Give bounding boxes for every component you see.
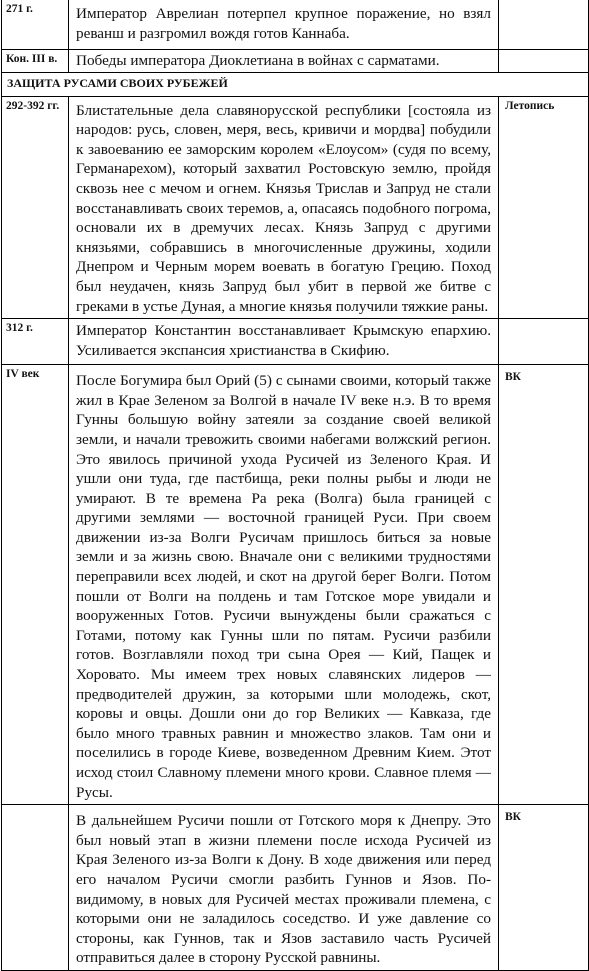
source-cell [499, 0, 589, 50]
event-cell: Император Аврелиан потерпел крупное поражение, но взял реванш и разгромил вождя готов Каннаба. [69, 0, 499, 50]
chronology-table [1, 0, 589, 971]
table-row [2, 319, 589, 365]
source-cell [499, 319, 589, 365]
table-row [2, 365, 589, 805]
source-cell: Летопись [499, 96, 589, 319]
date-cell: Кон. III в. [2, 50, 69, 73]
table-row [2, 805, 589, 971]
event-cell: Император Константин восстанавливает Крымскую епархию. Усиливается экспансия христианства в Скифию. [69, 319, 499, 365]
table-row [2, 50, 589, 73]
event-cell: В дальнейшем Русичи пошли от Готского моря к Днепру. Это был новый этап в жизни племени после исхода Русичей из Края Зеленого из-за Волги к Дону. В ходе движения или перед его началом Русичи смогли разбить Гуннов и Язов. По-видимому, в новых для Русичей местах проживали племена, с которыми они не заладилось соседство. И уже давление со стороны, как Гуннов, так и Язов заставило часть Русичей отправиться далее в сторону Русской равнины. [69, 805, 499, 971]
event-cell: Блистательные дела славянорусской республики [состояла из народов: русь, словен, меря, весь, кривичи и мордва] побудили к завоеванию ее заморским королем «Елоусом» (судя по всему, Германарехом), который захватил Ростовскую землю, пройдя сквозь нее с мечом и огнем. Князья Трислав и Запруд не стали восстанавливать своих теремов, а, опасаясь подобного погрома, основали их в дремучих лесах. Князь Запруд с другими князьями, собравшись в многочисленные дружины, ходили Днепром и Черным морем воевать в богатую Грецию. Поход был неудачен, князь Запруд был убит в первой же битве с греками в устье Дуная, а многие князья получили тяжкие раны. [69, 96, 499, 319]
source-cell [499, 50, 589, 73]
section-row [2, 72, 589, 96]
section-heading: ЗАЩИТА РУСАМИ СВОИХ РУБЕЖЕЙ [2, 72, 589, 96]
table-row [2, 0, 589, 50]
date-cell: 271 г. [2, 0, 69, 50]
date-cell [2, 805, 69, 971]
source-cell: ВК [499, 365, 589, 805]
table-row [2, 96, 589, 319]
date-cell: IV век [2, 365, 69, 805]
event-cell: Победы императора Диоклетиана в войнах с сарматами. [69, 50, 499, 73]
date-cell: 312 г. [2, 319, 69, 365]
date-cell: 292-392 гг. [2, 96, 69, 319]
source-cell: ВК [499, 805, 589, 971]
event-cell: После Богумира был Орий (5) с сынами своими, который также жил в Крае Зеленом за Волгой в начале IV веке н.э. В то время Гунны большую войну затеяли за создание своей великой земли, и начали тревожить своими набегами волжский регион. Это явилось причиной ухода Русичей из Зеленого Края. И ушли они туда, где пастбища, реки полны рыбы и люди не умирают. В те времена Ра река (Волга) была границей с другими землями — восточной границей Руси. При своем движении из-за Волги Русичам пришлось биться за новые земли и за жизнь свою. Вначале они с великими трудностями переправили всех людей, и скот на другой берег Волги. Потом пошли от Волги на полдень и там Готское море увидали и вооруженных Готов. Русичи вынуждены были сражаться с Готами, потому как Гунны шли по пятам. Русичи разбили готов. Возглавляли поход три сына Орея — Кий, Пащек и Хоровато. Мы имеем трех новых славянских лидеров — предводителей дружин, за которыми шли молодежь, скот, коровы и овцы. Дошли они до гор Великих — Кавказа, где было много травных равнин и множество злаков. Там они и поселились в городе Киеве, возведенном Древним Кием. Этот исход стоил Славному племени много крови. Славное племя — Русы. [69, 365, 499, 805]
